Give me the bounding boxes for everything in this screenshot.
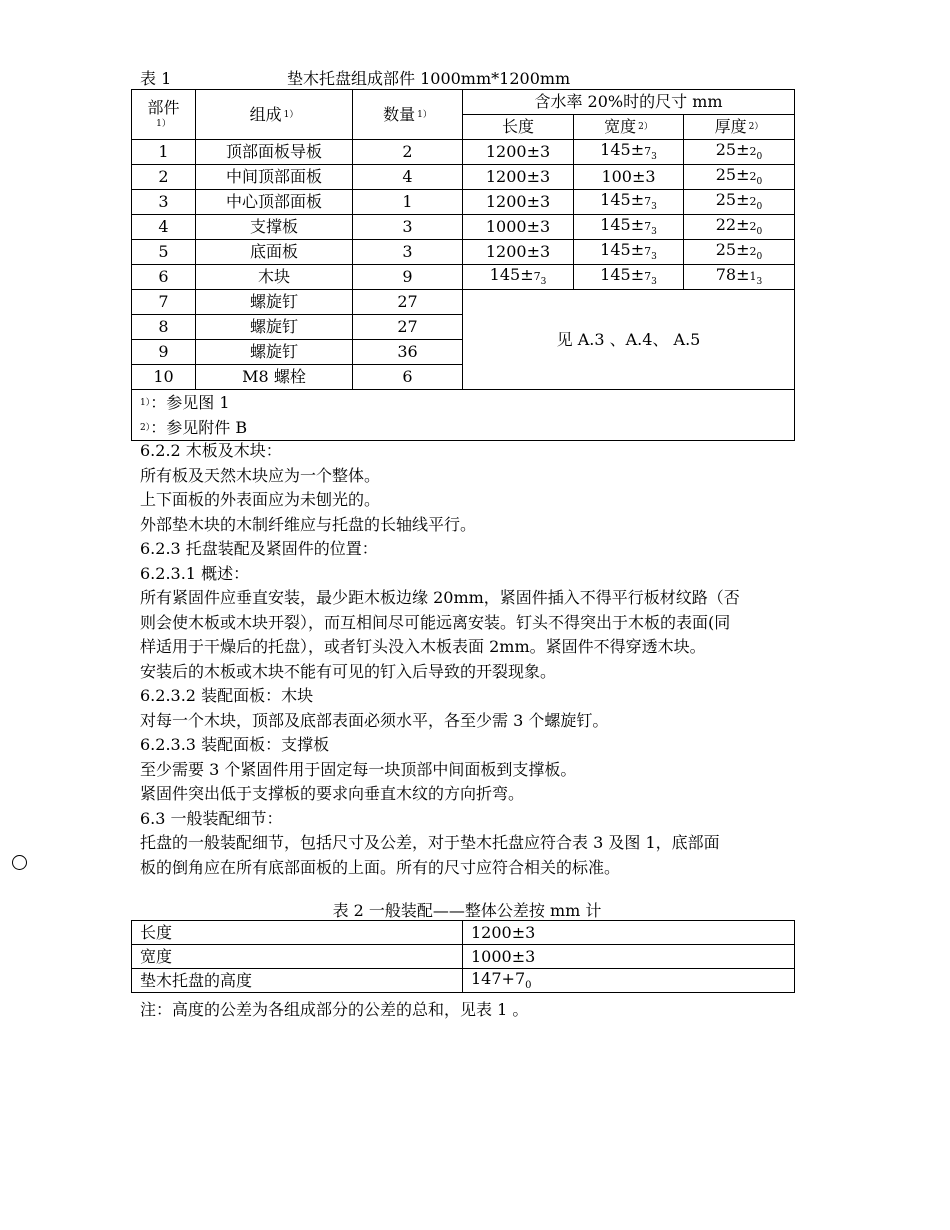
table-row: 宽度 1000±3 [132, 945, 795, 969]
table-row: 5 底面板 3 1200±3 $145\pm 7_3$ $25\pm 2_0$ [132, 240, 795, 265]
table-notes-row [132, 390, 795, 441]
table-note: 2）：参见附件 B [140, 418, 248, 437]
table-row: 垫木托盘的高度 $147+7_0$ [132, 969, 795, 993]
components-table [131, 89, 795, 441]
paragraph-line: 所有板及天然木块应为一个整体。 [140, 465, 381, 485]
header-quantity: 数量 1） [353, 90, 463, 140]
table1-label: 表 1 [140, 69, 172, 88]
table-header-row [132, 90, 795, 115]
table-row: 1 顶部面板导板 2 1200±3 $145\pm 7_3$ $25\pm 2_0$ [132, 140, 795, 165]
paragraph-line: 所有紧固件应垂直安装，最少距木板边缘 20mm，紧固件插入不得平行板材纹路（否 [140, 588, 740, 607]
header-moisture-dimensions: 含水率 20%时的尺寸 mm [463, 90, 795, 115]
table1-title: 垫木托盘组成部件 1000mm*1200mm [287, 69, 571, 88]
table-row: 10 M8 螺栓 6 [132, 365, 795, 390]
header-composition: 组成 1） [196, 90, 353, 140]
paragraph-line: 紧固件突出低于支撑板的要求向垂直木纹的方向折弯。 [140, 784, 525, 803]
table-row: 长度 1200±3 [132, 921, 795, 945]
paragraph-line: 安装后的木板或木块不能有可见的钉入后导致的开裂现象。 [140, 661, 557, 681]
table1-caption [140, 66, 800, 88]
table-row: 7 螺旋钉 27 见 A.3 、A.4、 A.5 [132, 290, 795, 315]
section-heading: 6.2.3.3 装配面板：支撑板 [140, 735, 330, 754]
table-note: 1）：参见图 1 [140, 393, 230, 412]
table-row: 2 中间顶部面板 4 1200±3 100±3 $25\pm 2_0$ [132, 165, 795, 190]
table-row: 3 中心顶部面板 1 1200±3 $145\pm 7_3$ $25\pm 2_0$ [132, 190, 795, 215]
margin-circle-mark [12, 855, 27, 870]
table-row: 4 支撑板 3 1000±3 $145\pm 7_3$ $22\pm 2_0$ [132, 215, 795, 240]
table-row: 8 螺旋钉 27 [132, 315, 795, 340]
header-part: 部件 1） [132, 90, 196, 140]
table-row: 9 螺旋钉 36 [132, 340, 795, 365]
paragraph-line: 托盘的一般装配细节，包括尺寸及公差，对于垫木托盘应符合表 3 及图 1，底部面 [140, 833, 720, 852]
paragraph-line: 对每一个木块，顶部及底部表面必须水平，各至少需 3 个螺旋钉。 [140, 710, 609, 730]
paragraph-line: 外部垫木块的木制纤维应与托盘的长轴线平行。 [140, 514, 477, 534]
fastener-reference: 见 A.3 、A.4、 A.5 [463, 290, 795, 390]
header-width: 宽度 2） [574, 115, 684, 140]
paragraph-line: 板的倒角应在所有底部面板的上面。所有的尺寸应符合相关的标准。 [140, 857, 621, 877]
tolerance-table [131, 920, 795, 993]
section-heading: 6.2.3.1 概述： [140, 563, 250, 583]
paragraph-line: 上下面板的外表面应为未刨光的。 [140, 490, 381, 509]
section-heading: 6.3 一般装配细节： [140, 808, 283, 828]
table2-title: 表 2 一般装配——整体公差按 mm 计 [332, 901, 602, 920]
table2-note: 注：高度的公差为各组成部分的公差的总和，见表 1 。 [140, 1000, 529, 1019]
header-thickness: 厚度 2） [684, 115, 795, 140]
paragraph-line: 至少需要 3 个紧固件用于固定每一块顶部中间面板到支撑板。 [140, 759, 577, 779]
section-heading: 6.2.3 托盘装配及紧固件的位置： [140, 539, 378, 558]
body-text [140, 439, 820, 880]
paragraph-line: 则会使木板或木块开裂），而互相间尽可能远离安装。钉头不得突出于木板的表面(同 [140, 612, 731, 632]
section-heading: 6.2.3.2 装配面板：木块 [140, 686, 314, 705]
section-heading: 6.2.2 木板及木块： [140, 441, 282, 460]
header-length: 长度 [463, 115, 574, 140]
table-row: 6 木块 9 $145\pm 7_3$ $145\pm 7_3$ $78\pm 1_3$ [132, 265, 795, 290]
paragraph-line: 样适用于干燥后的托盘），或者钉头没入木板表面 2mm。紧固件不得穿透木块。 [140, 637, 706, 656]
